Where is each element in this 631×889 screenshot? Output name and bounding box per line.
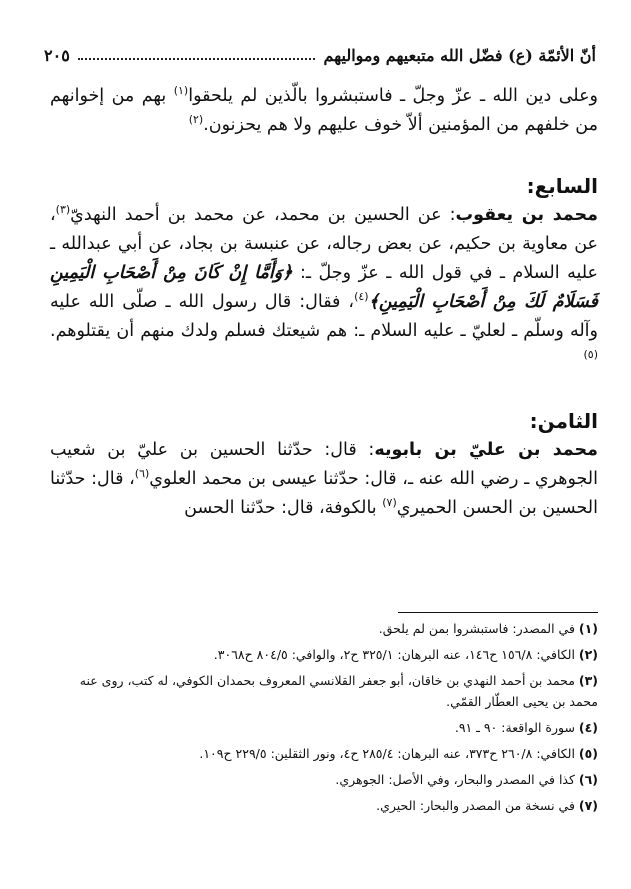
narrator-7: محمد بن يعقوب: [455, 205, 598, 225]
footnote-text: في المصدر: فاستبشروا بمن لم يلحق.: [378, 621, 575, 636]
section-heading-8: الثامن:: [529, 409, 598, 433]
section-8-text-3: بالكوفة، قال: حدّثنا الحسن: [184, 498, 383, 518]
footnote: [50, 618, 598, 639]
section-7-text-1: : عن الحسين بن محمد، عن محمد بن أحمد النهديّ: [70, 205, 456, 225]
footnote: [50, 769, 598, 790]
header-title: أنّ الأئمّة (ع) فضّل الله متبعيهم ومواليهم: [323, 45, 596, 65]
section-7-text-2: ، عن معاوية بن حكيم، عن بعض رجاله، عن عنبسة بن بجاد، عن أبي عبدالله ـ عليه السلام ـ في قول الله ـ عزّ وجلّ ـ:: [50, 205, 598, 283]
footnote-text: في نسخة من المصدر والبحار: الحيري.: [376, 798, 575, 813]
footnote-text: سورة الواقعة: ٩٠ ـ ٩١.: [454, 720, 575, 735]
footnote-text: الكافي: ٢٦٠/٨ ح٣٧٣، عنه البرهان: ٢٨٥/٤ ح٤، ونور الثقلين: ٢٢٩/٥ ح١٠٩.: [199, 746, 575, 761]
intro-text-2: بهم من إخوانهم من خلفهم من المؤمنين ألاّ خوف عليهم ولا هم يحزنون.: [50, 86, 598, 135]
footnote: [50, 670, 598, 712]
section-7-text-3: ، فقال: قال رسول الله ـ صلّى الله عليه وآله وسلّم ـ لعليّ ـ عليه السلام ـ: هم شيعتك فسلم ولدك منهم أن يقتلوهم.: [50, 292, 598, 341]
footnote: [50, 795, 598, 816]
footnote-ref-4[interactable]: (٤): [354, 290, 369, 304]
footnote-number: (٢): [578, 647, 598, 662]
footnote-text: كذا في المصدر والبحار، وفي الأصل: الجوهري.: [335, 772, 575, 787]
intro-text: وعلى دين الله ـ عزّ وجلّ ـ فاستبشروا بالّذين لم يلحقوا: [188, 86, 598, 106]
footnote: [50, 717, 598, 738]
footnote-text: محمد بن أحمد النهدي بن خاقان، أبو جعفر القلانسي المعروف بحمدان الكوفي، له كتب، روى عنه محمد بن يحيى العطّار القمّي.: [79, 673, 598, 709]
section-heading-7: السابع:: [526, 174, 598, 198]
footnote-ref-6[interactable]: (٦): [134, 467, 150, 481]
section-8-text-1: : قال: حدّثنا الحسين بن عليّ بن شعيب الجوهري ـ رضي الله عنه ـ، قال: حدّثنا عيسى بن محمد العلوي: [50, 440, 598, 489]
footnote-ref-1[interactable]: (١): [173, 84, 189, 98]
footnote-number: (٧): [578, 798, 598, 813]
footnote-number: (٣): [578, 673, 598, 688]
quran-verse: ﴿وَأَمَّا إِنْ كَانَ مِنْ أَصْحَابِ الْيَمِينِ فَسَلَامٌ لَكَ مِنْ أَصْحَابِ الْيَمِينِ﴾: [50, 263, 598, 312]
page-number: ٢٠٥: [44, 45, 70, 65]
footnote: [50, 743, 598, 764]
footnote-ref-2[interactable]: (٢): [188, 113, 204, 127]
footnote: [50, 644, 598, 665]
section-8-text-2: ، قال: حدّثنا الحسين بن الحسن الحميري: [50, 469, 598, 518]
footnote-text: الكافي: ١٥٦/٨ ح١٤٦، عنه البرهان: ٣٢٥/١ ح٢، والوافي: ٨٠٤/٥ ح٣٠٦٨.: [213, 647, 575, 662]
narrator-8: محمد بن عليّ بن بابويه: [374, 440, 598, 460]
footnote-ref-3[interactable]: (٣): [55, 203, 71, 217]
header-leader-dots: [78, 58, 316, 60]
footnotes: [50, 618, 598, 821]
footnote-number: (٦): [578, 772, 598, 787]
main-text: [50, 82, 598, 523]
footnote-number: (١): [578, 621, 598, 636]
section-7-paragraph: [50, 201, 598, 375]
footnote-separator: [398, 612, 598, 613]
intro-paragraph: [50, 82, 598, 140]
running-header: [44, 40, 596, 70]
footnote-ref-7[interactable]: (٧): [382, 496, 397, 510]
footnote-number: (٤): [578, 720, 598, 735]
footnote-ref-5[interactable]: (٥): [583, 348, 598, 362]
section-8-paragraph: [50, 436, 598, 523]
footnote-number: (٥): [578, 746, 598, 761]
